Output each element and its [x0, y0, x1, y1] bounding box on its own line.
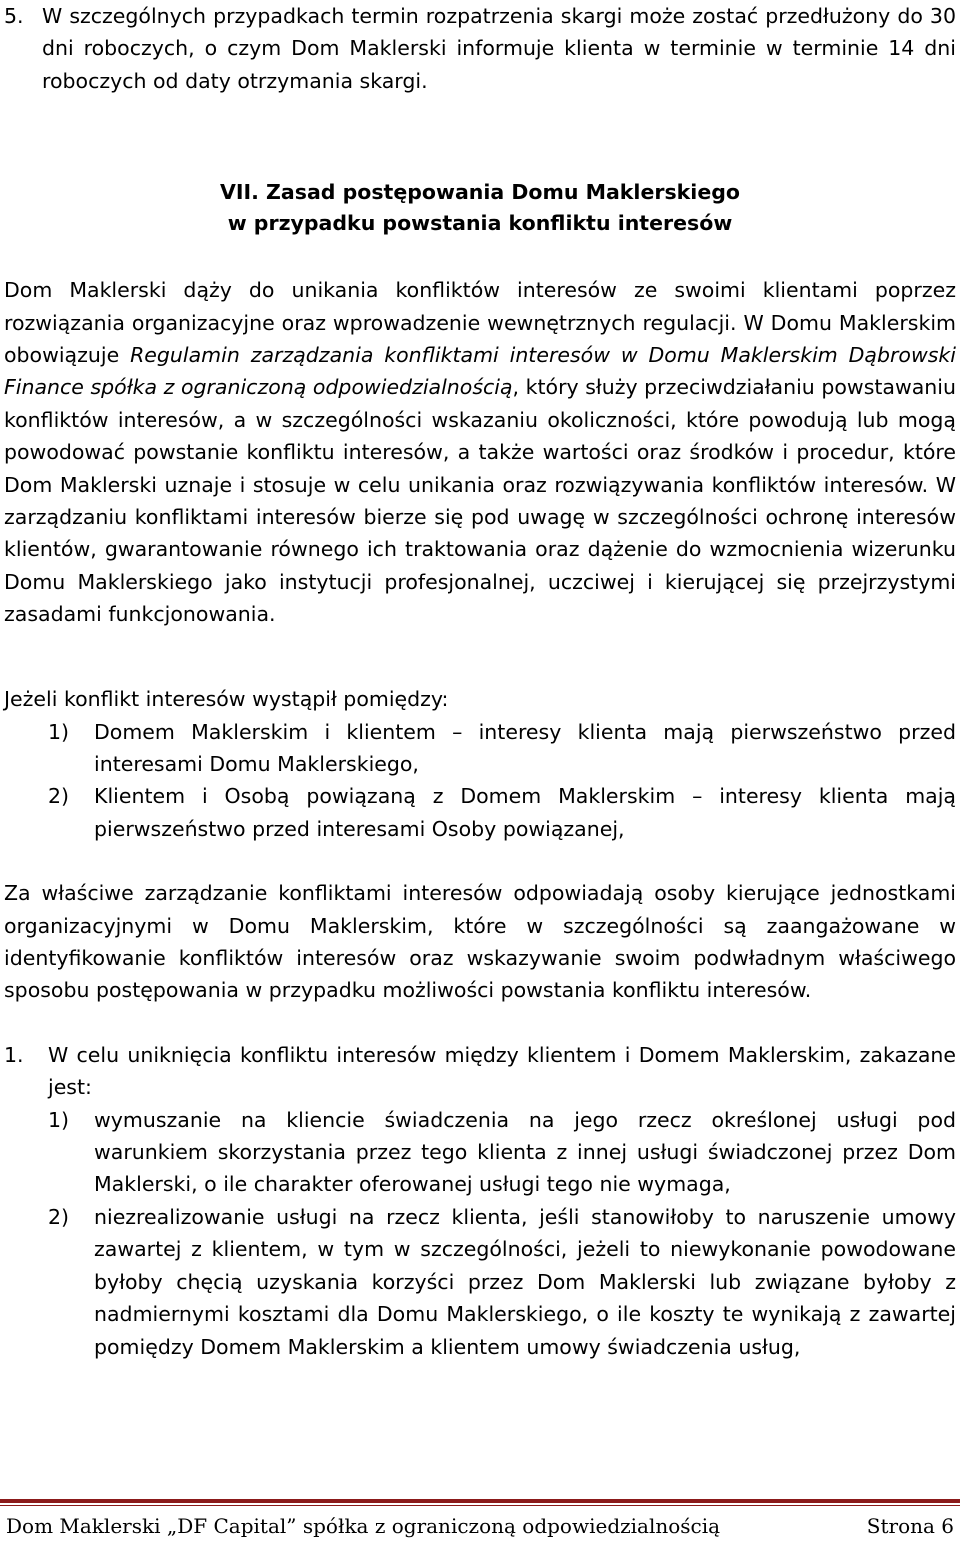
intro-text-1: Dom Maklerski dąży do unikania konfliktów interesów ze swoimi klientami poprzez rozwiązania organizacyjne oraz wprowadzenie wewnętrznych regulacji. W Domu Maklerskim obowiązuje [4, 278, 956, 368]
intro-text-2: , który służy przeciwdziałaniu powstawaniu konfliktów interesów, a w szczególności wskazaniu okoliczności, które powodują lub mogą powodować powstanie konfliktu interesów, a także wartości oraz środków i procedur, które Dom Maklerski uznaje i stosuje w celu unikania oraz rozwiązywania konfliktów interesów. W zarządzaniu konfliktami interesów bierze się pod uwagę w szczególności ochronę interesów klientów, gwarantowanie równego ich traktowania oraz dążenie do wzmocnienia wizerunku Domu Maklerskiego jako instytucji profesjonalnej, uczciwej i kierującej się przejrzystymi zasadami funkcjonowania. [4, 375, 956, 627]
responsibility-paragraph: Za właściwe zarządzanie konfliktami interesów odpowiadają osoby kierujące jednostkami organizacyjnymi w Domu Maklerskim, które w szczególności są zaangażowane w identyfikowanie konfliktów interesów oraz wskazywanie swoim podwładnym właściwego sposobu postępowania w przypadku możliwości powstania konfliktu interesów. [4, 881, 956, 1003]
point-text: W celu uniknięcia konfliktu interesów między klientem i Domem Maklerskim, zakazane jest: [48, 1042, 956, 1100]
conflict-lead: Jeżeli konflikt interesów wystąpił pomiędzy: [4, 687, 449, 712]
list-item-number: 5. [4, 4, 24, 28]
conflict-item-text: Domem Maklerskim i klientem – interesy klienta mają pierwszeństwo przed interesami Domu Maklerskiego, [94, 719, 956, 776]
footer-company: Dom Maklerski „DF Capital” spółka z ograniczoną odpowiedzialnością [6, 1514, 721, 1538]
section-heading-line-2: w przypadku powstania konfliktu interesów [227, 211, 733, 236]
point-number: 1. [4, 1042, 24, 1067]
prohibition-item [4, 1201, 956, 1363]
list-item-text: W szczególnych przypadkach termin rozpatrzenia skargi może zostać przedłużony do 30 dni roboczych, o czym Dom Maklerski informuje klienta w terminie w terminie 14 dni roboczych od daty otrzymania skargi. [42, 4, 956, 93]
numbered-point-1 [4, 1039, 956, 1104]
prohibition-item-text: wymuszanie na kliencie świadczenia na jego rzecz określonej usługi pod warunkiem skorzystania przez tego klienta z innej usługi świadczonej przez Dom Maklerski, o ile charakter oferowanej usługi tego nie wymaga, [94, 1107, 956, 1197]
prohibition-item-number: 1) [48, 1107, 70, 1132]
prohibition-item [4, 1104, 956, 1201]
document-page [4, 0, 956, 1363]
prohibition-item-number: 2) [48, 1204, 70, 1229]
section-heading-line-1: VII. Zasad postępowania Domu Maklerskiego [220, 180, 740, 205]
regulation-title: Regulamin zarządzania konfliktami interesów w Domu Maklerskim Dąbrowski Finance spółka z ograniczoną odpowiedzialnością [4, 343, 956, 400]
footer-divider [0, 1499, 960, 1503]
conflict-item [4, 780, 956, 845]
conflict-item-number: 1) [48, 719, 70, 744]
intro-paragraph [4, 274, 956, 630]
footer-divider-thin [0, 1505, 960, 1506]
conflict-item-number: 2) [48, 784, 70, 809]
page-footer [6, 1511, 954, 1541]
list-item-5 [4, 0, 956, 97]
conflict-item [4, 716, 956, 781]
footer-page-number: Strona 6 [866, 1514, 954, 1538]
prohibition-item-text: niezrealizowanie usługi na rzecz klienta, jeśli stanowiłoby to naruszenie umowy zawartej z klientem, w tym w szczególności, jeżeli to niewykonanie powodowane byłoby chęcią uzyskania korzyści przez Dom Maklerski lub związane byłoby z nadmiernymi kosztami dla Domu Maklerskiego, o ile koszty te wynikają z zawartej pomiędzy Domem Maklerskim a klientem umowy świadczenia usług, [94, 1204, 956, 1359]
conflict-item-text: Klientem i Osobą powiązaną z Domem Maklerskim – interesy klienta mają pierwszeństwo przed interesami Osoby powiązanej, [94, 784, 956, 841]
section-heading [4, 177, 956, 239]
